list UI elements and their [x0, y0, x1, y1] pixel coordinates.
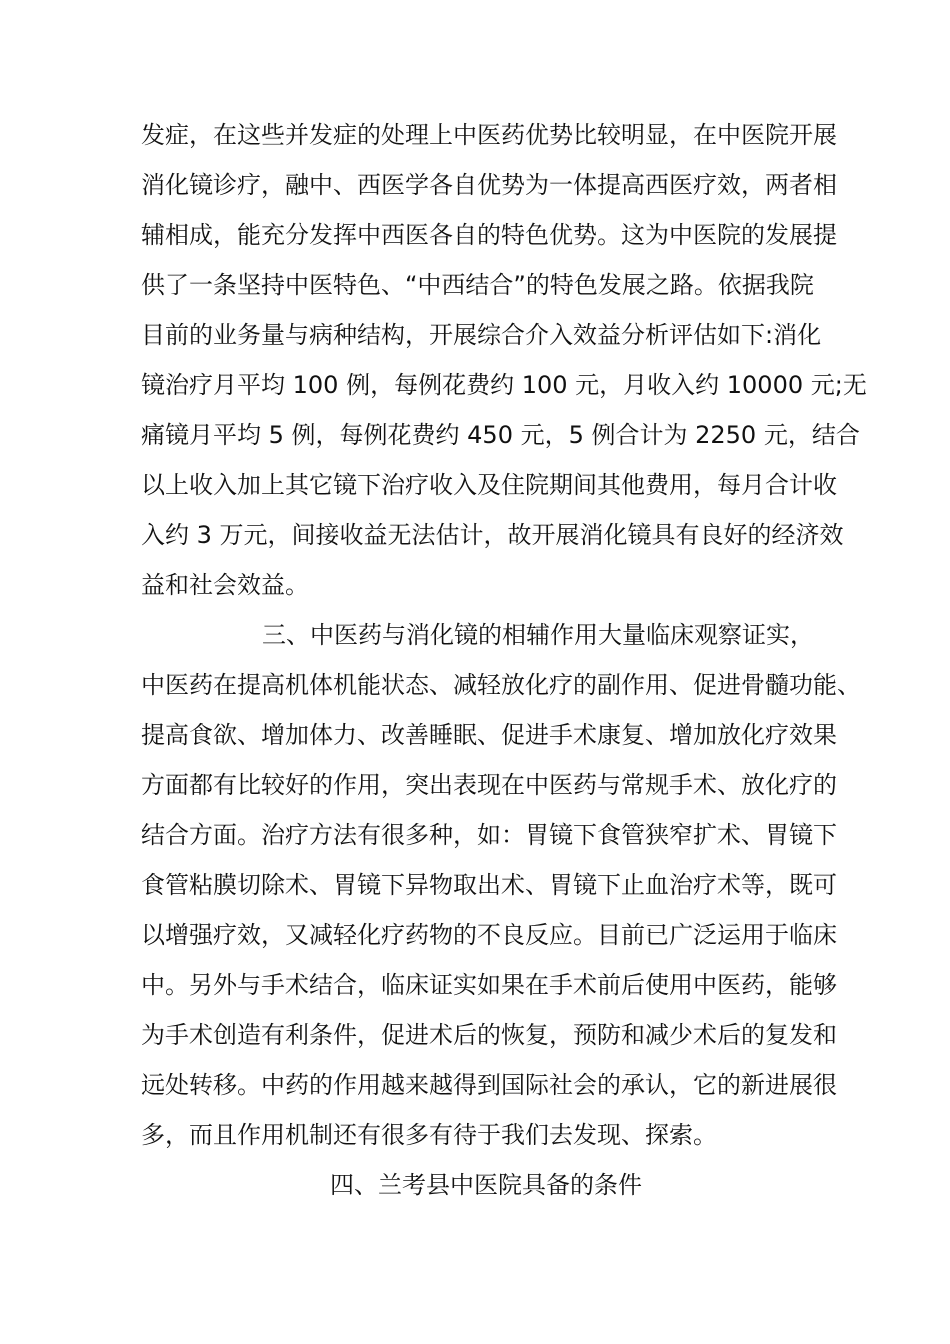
text-line: 远处转移。中药的作用越来越得到国际社会的承认，它的新进展很 [141, 1071, 837, 1099]
text-line: 结合方面。治疗方法有很多种，如：胃镜下食管狭窄扩术、胃镜下 [141, 821, 837, 849]
section-heading-4: 四、兰考县中医院具备的条件 [330, 1171, 642, 1199]
text-line: 为手术创造有利条件，促进术后的恢复，预防和减少术后的复发和 [141, 1021, 837, 1049]
text-line: 镜治疗月平均 100 例，每例花费约 100 元，月收入约 10000 元;无 [141, 371, 867, 399]
section-heading-3: 三、中医药与消化镜的相辅作用大量临床观察证实， [262, 621, 814, 649]
text-line: 食管粘膜切除术、胃镜下异物取出术、胃镜下止血治疗术等，既可 [141, 871, 837, 899]
text-line: 中。另外与手术结合，临床证实如果在手术前后使用中医药，能够 [141, 971, 837, 999]
text-line: 辅相成，能充分发挥中西医各自的特色优势。这为中医院的发展提 [141, 221, 837, 249]
text-line: 以上收入加上其它镜下治疗收入及住院期间其他费用，每月合计收 [141, 471, 837, 499]
text-line: 目前的业务量与病种结构，开展综合介入效益分析评估如下:消化 [141, 321, 822, 349]
text-line: 以增强疗效，又减轻化疗药物的不良反应。目前已广泛运用于临床 [141, 921, 837, 949]
text-line: 消化镜诊疗，融中、西医学各自优势为一体提高西医疗效，两者相 [141, 171, 837, 199]
text-line: 发症，在这些并发症的处理上中医药优势比较明显，在中医院开展 [141, 121, 837, 149]
text-line: 痛镜月平均 5 例，每例花费约 450 元，5 例合计为 2250 元，结合 [141, 421, 860, 449]
text-line: 提高食欲、增加体力、改善睡眠、促进手术康复、增加放化疗效果 [141, 721, 837, 749]
text-line: 中医药在提高机体机能状态、减轻放化疗的副作用、促进骨髓功能、 [141, 671, 861, 699]
text-line: 供了一条坚持中医特色、“中西结合”的特色发展之路。依据我院 [141, 271, 814, 299]
text-line: 益和社会效益。 [141, 571, 309, 599]
text-line: 方面都有比较好的作用，突出表现在中医药与常规手术、放化疗的 [141, 771, 837, 799]
text-line: 多，而且作用机制还有很多有待于我们去发现、探索。 [141, 1121, 717, 1149]
text-line: 入约 3 万元，间接收益无法估计，故开展消化镜具有良好的经济效 [141, 521, 844, 549]
